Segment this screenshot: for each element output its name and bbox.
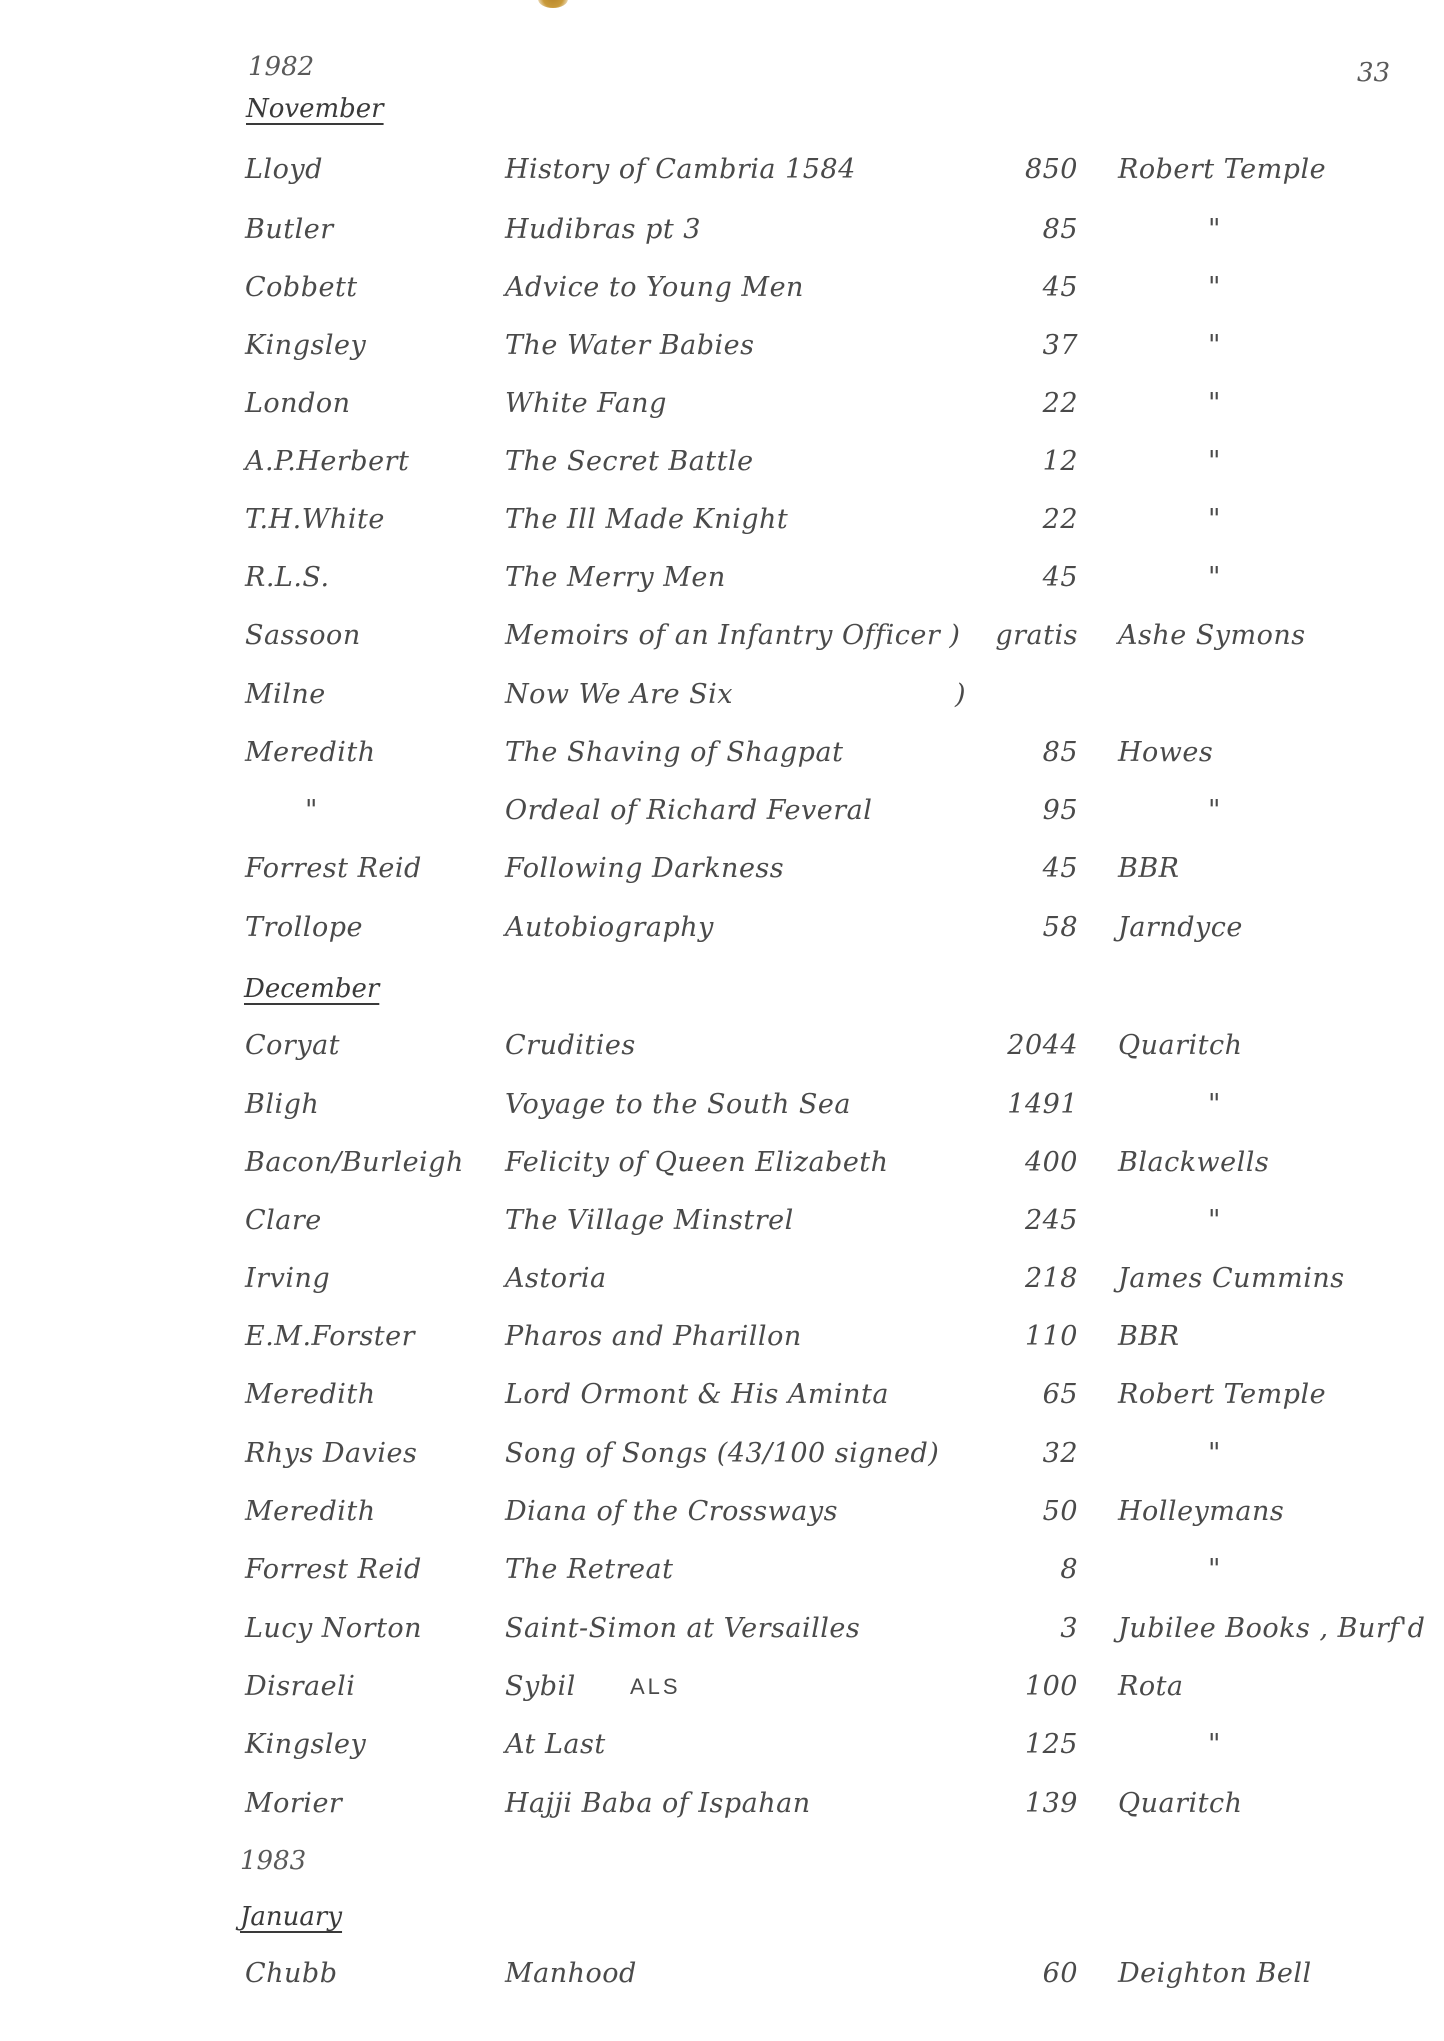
seller-cell: Quaritch bbox=[1118, 1030, 1243, 1061]
seller-cell: " bbox=[1208, 1729, 1221, 1760]
price-cell: 95 bbox=[1042, 795, 1078, 826]
author-cell: Lloyd bbox=[245, 154, 323, 185]
price-cell: 65 bbox=[1042, 1379, 1078, 1410]
title-cell: Song of Songs (43/100 signed) bbox=[505, 1438, 940, 1469]
ledger-row bbox=[0, 1784, 1444, 1824]
price-cell: 50 bbox=[1042, 1496, 1078, 1527]
price-cell: 850 bbox=[1024, 154, 1078, 185]
price-cell: 22 bbox=[1042, 388, 1078, 419]
title-cell: Pharos and Pharillon bbox=[505, 1321, 802, 1352]
price-cell: 32 bbox=[1042, 1438, 1078, 1469]
seller-cell: Jarndyce bbox=[1118, 912, 1243, 943]
ledger-row bbox=[0, 1434, 1444, 1474]
author-cell: Kingsley bbox=[245, 1729, 367, 1760]
title-cell: Crudities bbox=[505, 1030, 636, 1061]
seller-cell: Jubilee Books , Burf'd bbox=[1118, 1613, 1426, 1644]
author-cell: Clare bbox=[245, 1205, 322, 1236]
ledger-row bbox=[0, 1085, 1444, 1125]
ledger-row bbox=[0, 1317, 1444, 1357]
author-cell: E.M.Forster bbox=[245, 1321, 416, 1352]
seller-cell: Rota bbox=[1118, 1671, 1184, 1702]
title-cell: Now We Are Six bbox=[505, 679, 734, 710]
price-cell: 139 bbox=[1024, 1788, 1078, 1819]
ledger-row bbox=[0, 1609, 1444, 1649]
title-cell: The Retreat bbox=[505, 1554, 674, 1585]
author-cell: " bbox=[305, 795, 318, 826]
author-cell: Bacon/Burleigh bbox=[245, 1147, 464, 1178]
author-cell: Irving bbox=[245, 1263, 331, 1294]
price-cell: 1491 bbox=[1007, 1089, 1078, 1120]
title-cell: White Fang bbox=[505, 388, 667, 419]
ledger-row bbox=[0, 326, 1444, 366]
ledger-row bbox=[0, 849, 1444, 889]
ledger-row bbox=[0, 150, 1444, 190]
title-cell: Memoirs of an Infantry Officer ) bbox=[505, 620, 961, 651]
seller-cell: Deighton Bell bbox=[1118, 1958, 1312, 1989]
price-cell: 45 bbox=[1042, 562, 1078, 593]
price-cell: 60 bbox=[1042, 1958, 1078, 1989]
title-cell: The Shaving of Shagpat bbox=[505, 737, 844, 768]
price-cell: gratis bbox=[995, 620, 1078, 651]
author-cell: Meredith bbox=[245, 1496, 376, 1527]
author-cell: Coryat bbox=[245, 1030, 341, 1061]
ledger-row bbox=[0, 1201, 1444, 1241]
ledger-row bbox=[0, 1550, 1444, 1590]
year-heading: 1982 bbox=[248, 52, 315, 82]
author-cell: Disraeli bbox=[245, 1671, 356, 1702]
title-cell: Autobiography bbox=[505, 912, 714, 943]
author-cell: Kingsley bbox=[245, 330, 367, 361]
price-cell: 45 bbox=[1042, 272, 1078, 303]
seller-cell: Howes bbox=[1118, 737, 1214, 768]
seller-cell: " bbox=[1208, 504, 1221, 535]
seller-cell: " bbox=[1208, 795, 1221, 826]
price-cell: 3 bbox=[1060, 1613, 1078, 1644]
author-cell: Sassoon bbox=[245, 620, 361, 651]
price-cell: 37 bbox=[1042, 330, 1078, 361]
title-cell: The Water Babies bbox=[505, 330, 755, 361]
seller-cell: Quaritch bbox=[1118, 1788, 1243, 1819]
title-cell: Astoria bbox=[505, 1263, 607, 1294]
seller-cell: BBR bbox=[1118, 1321, 1180, 1352]
seller-cell: " bbox=[1208, 388, 1221, 419]
price-cell: 58 bbox=[1042, 912, 1078, 943]
page-number: 33 bbox=[1357, 58, 1391, 88]
title-cell: The Village Minstrel bbox=[505, 1205, 794, 1236]
ledger-row bbox=[0, 1143, 1444, 1183]
author-cell: Milne bbox=[245, 679, 326, 710]
author-cell: Morier bbox=[245, 1788, 343, 1819]
author-cell: T.H.White bbox=[245, 504, 385, 535]
title-cell: Diana of the Crossways bbox=[505, 1496, 838, 1527]
seller-cell: Robert Temple bbox=[1118, 154, 1327, 185]
ledger-row bbox=[0, 442, 1444, 482]
author-cell: Bligh bbox=[245, 1089, 320, 1120]
title-cell: Manhood bbox=[505, 1958, 637, 1989]
seller-cell: " bbox=[1208, 1554, 1221, 1585]
title-cell: Voyage to the South Sea bbox=[505, 1089, 851, 1120]
author-cell: Chubb bbox=[245, 1958, 338, 1989]
ledger-row bbox=[0, 1492, 1444, 1532]
title-cell: Saint-Simon at Versailles bbox=[505, 1613, 861, 1644]
month-heading: November bbox=[246, 94, 384, 124]
ledger-row bbox=[0, 1725, 1444, 1765]
ledger-row bbox=[0, 210, 1444, 250]
price-cell: 85 bbox=[1042, 214, 1078, 245]
author-cell: Trollope bbox=[245, 912, 363, 943]
ledger-row bbox=[0, 733, 1444, 773]
seller-cell: Blackwells bbox=[1118, 1147, 1270, 1178]
note-cell: ALS bbox=[630, 1674, 681, 1699]
ledger-row bbox=[0, 1375, 1444, 1415]
seller-cell: " bbox=[1208, 562, 1221, 593]
seller-cell: " bbox=[1208, 1205, 1221, 1236]
seller-cell: " bbox=[1208, 446, 1221, 477]
author-cell: London bbox=[245, 388, 351, 419]
ledger-row bbox=[0, 1259, 1444, 1299]
price-cell: 125 bbox=[1024, 1729, 1078, 1760]
seller-cell: " bbox=[1208, 272, 1221, 303]
price-cell: 110 bbox=[1024, 1321, 1078, 1352]
ledger-row bbox=[0, 1667, 1444, 1707]
seller-cell: Holleymans bbox=[1118, 1496, 1285, 1527]
price-cell: 218 bbox=[1024, 1263, 1078, 1294]
author-cell: A.P.Herbert bbox=[245, 446, 410, 477]
price-cell: 12 bbox=[1042, 446, 1078, 477]
seller-cell: " bbox=[1208, 1089, 1221, 1120]
price-cell: 400 bbox=[1024, 1147, 1078, 1178]
month-heading: January bbox=[240, 1902, 343, 1932]
ledger-row bbox=[0, 500, 1444, 540]
seller-cell: " bbox=[1208, 330, 1221, 361]
price-cell: 85 bbox=[1042, 737, 1078, 768]
author-cell: Lucy Norton bbox=[245, 1613, 423, 1644]
title-cell: Hudibras pt 3 bbox=[505, 214, 701, 245]
author-cell: Meredith bbox=[245, 1379, 376, 1410]
title-cell: At Last bbox=[505, 1729, 606, 1760]
author-cell: Rhys Davies bbox=[245, 1438, 418, 1469]
bracket-cell: ) bbox=[955, 679, 967, 710]
ledger-row bbox=[0, 791, 1444, 831]
title-cell: The Merry Men bbox=[505, 562, 726, 593]
author-cell: Forrest Reid bbox=[245, 1554, 422, 1585]
price-cell: 2044 bbox=[1007, 1030, 1078, 1061]
author-cell: Forrest Reid bbox=[245, 853, 422, 884]
seller-cell: " bbox=[1208, 214, 1221, 245]
ledger-row bbox=[0, 1954, 1444, 1994]
seller-cell: Robert Temple bbox=[1118, 1379, 1327, 1410]
title-cell: Advice to Young Men bbox=[505, 272, 804, 303]
ink-blot bbox=[538, 0, 568, 8]
year-heading: 1983 bbox=[240, 1846, 307, 1876]
author-cell: Meredith bbox=[245, 737, 376, 768]
ledger-row bbox=[0, 268, 1444, 308]
seller-cell: Ashe Symons bbox=[1118, 620, 1306, 651]
ledger-row bbox=[0, 675, 1444, 715]
author-cell: Butler bbox=[245, 214, 334, 245]
title-cell: Ordeal of Richard Feveral bbox=[505, 795, 873, 826]
author-cell: Cobbett bbox=[245, 272, 358, 303]
title-cell: Following Darkness bbox=[505, 853, 785, 884]
title-cell: Sybil bbox=[505, 1671, 576, 1702]
title-cell: Felicity of Queen Elizabeth bbox=[505, 1147, 889, 1178]
title-cell: Hajji Baba of Ispahan bbox=[505, 1788, 811, 1819]
price-cell: 22 bbox=[1042, 504, 1078, 535]
title-cell: History of Cambria 1584 bbox=[505, 154, 856, 185]
ledger-row bbox=[0, 384, 1444, 424]
ledger-row bbox=[0, 558, 1444, 598]
ledger-row bbox=[0, 908, 1444, 948]
title-cell: The Secret Battle bbox=[505, 446, 754, 477]
ledger-row bbox=[0, 616, 1444, 656]
price-cell: 8 bbox=[1060, 1554, 1078, 1585]
author-cell: R.L.S. bbox=[245, 562, 330, 593]
seller-cell: BBR bbox=[1118, 853, 1180, 884]
price-cell: 45 bbox=[1042, 853, 1078, 884]
seller-cell: " bbox=[1208, 1438, 1221, 1469]
title-cell: Lord Ormont & His Aminta bbox=[505, 1379, 889, 1410]
ledger-row bbox=[0, 1026, 1444, 1066]
month-heading: December bbox=[244, 974, 380, 1004]
price-cell: 245 bbox=[1024, 1205, 1078, 1236]
price-cell: 100 bbox=[1024, 1671, 1078, 1702]
seller-cell: James Cummins bbox=[1118, 1263, 1345, 1294]
title-cell: The Ill Made Knight bbox=[505, 504, 789, 535]
